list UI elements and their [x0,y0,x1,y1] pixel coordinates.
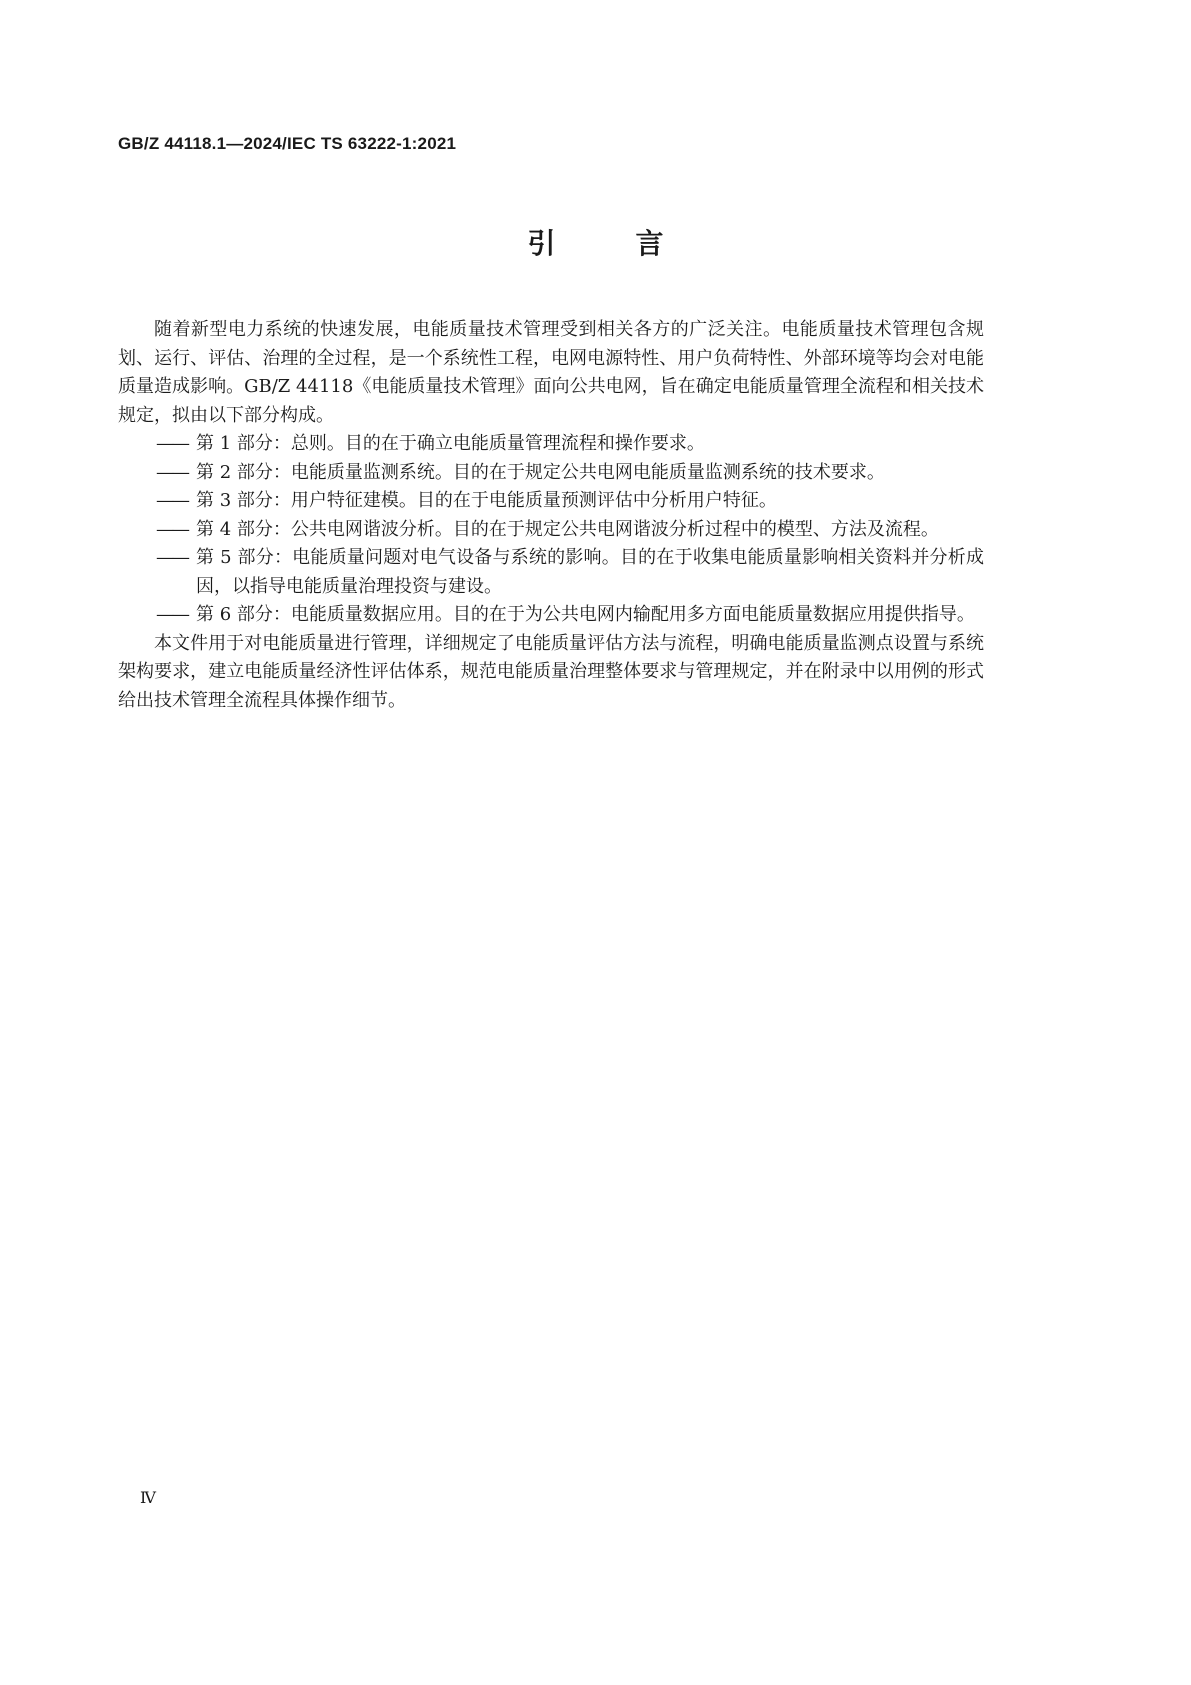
list-item-text: 第 2 部分：电能质量监测系统。目的在于规定公共电网电能质量监测系统的技术要求。 [196,461,885,483]
list-item [118,544,984,601]
standard-number-header: GB/Z 44118.1—2024/IEC TS 63222-1:2021 [118,134,457,153]
list-dash: —— [156,518,188,540]
list-dash: —— [156,433,188,454]
list-item-text: 第 4 部分：公共电网谐波分析。目的在于规定公共电网谐波分析过程中的模型、方法及流程。 [196,518,939,540]
page-number: Ⅳ [140,1488,156,1507]
document-body [118,316,984,715]
list-item-text: 第 1 部分：总则。目的在于确立电能质量管理流程和操作要求。 [196,433,705,454]
list-dash: —— [156,604,188,625]
closing-paragraph: 本文件用于对电能质量进行管理，详细规定了电能质量评估方法与流程，明确电能质量监测点设置与系统架构要求，建立电能质量经济性评估体系，规范电能质量治理整体要求与管理规定，并在附录中以用例的形式给出技术管理全流程具体操作细节。 [118,632,984,711]
title-char-1: 引 [527,227,556,260]
list-item-text: 第 5 部分：电能质量问题对电气设备与系统的影响。目的在于收集电能质量影响相关资料并分析成因，以指导电能质量治理投资与建设。 [196,547,984,597]
list-item [118,430,984,459]
intro-paragraph: 随着新型电力系统的快速发展，电能质量技术管理受到相关各方的广泛关注。电能质量技术管理包含规划、运行、评估、治理的全过程，是一个系统性工程，电网电源特性、用户负荷特性、外部环境等均会对电能质量造成影响。GB/Z 44118《电能质量技术管理》面向公共电网，旨在确定电能质量管理全流程和相关技术规定，拟由以下部分构成。 [118,319,984,426]
page-title [0,224,1191,264]
parts-list [118,430,984,630]
list-item [118,487,984,516]
list-item-text: 第 6 部分：电能质量数据应用。目的在于为公共电网内输配用多方面电能质量数据应用提供指导。 [196,604,975,625]
list-item-text: 第 3 部分：用户特征建模。目的在于电能质量预测评估中分析用户特征。 [196,490,777,511]
list-item [118,459,984,488]
list-item [118,516,984,545]
title-char-2: 言 [635,227,664,260]
list-item [118,601,984,630]
list-dash: —— [156,461,188,483]
list-dash: —— [156,490,188,511]
list-dash: —— [156,547,188,568]
